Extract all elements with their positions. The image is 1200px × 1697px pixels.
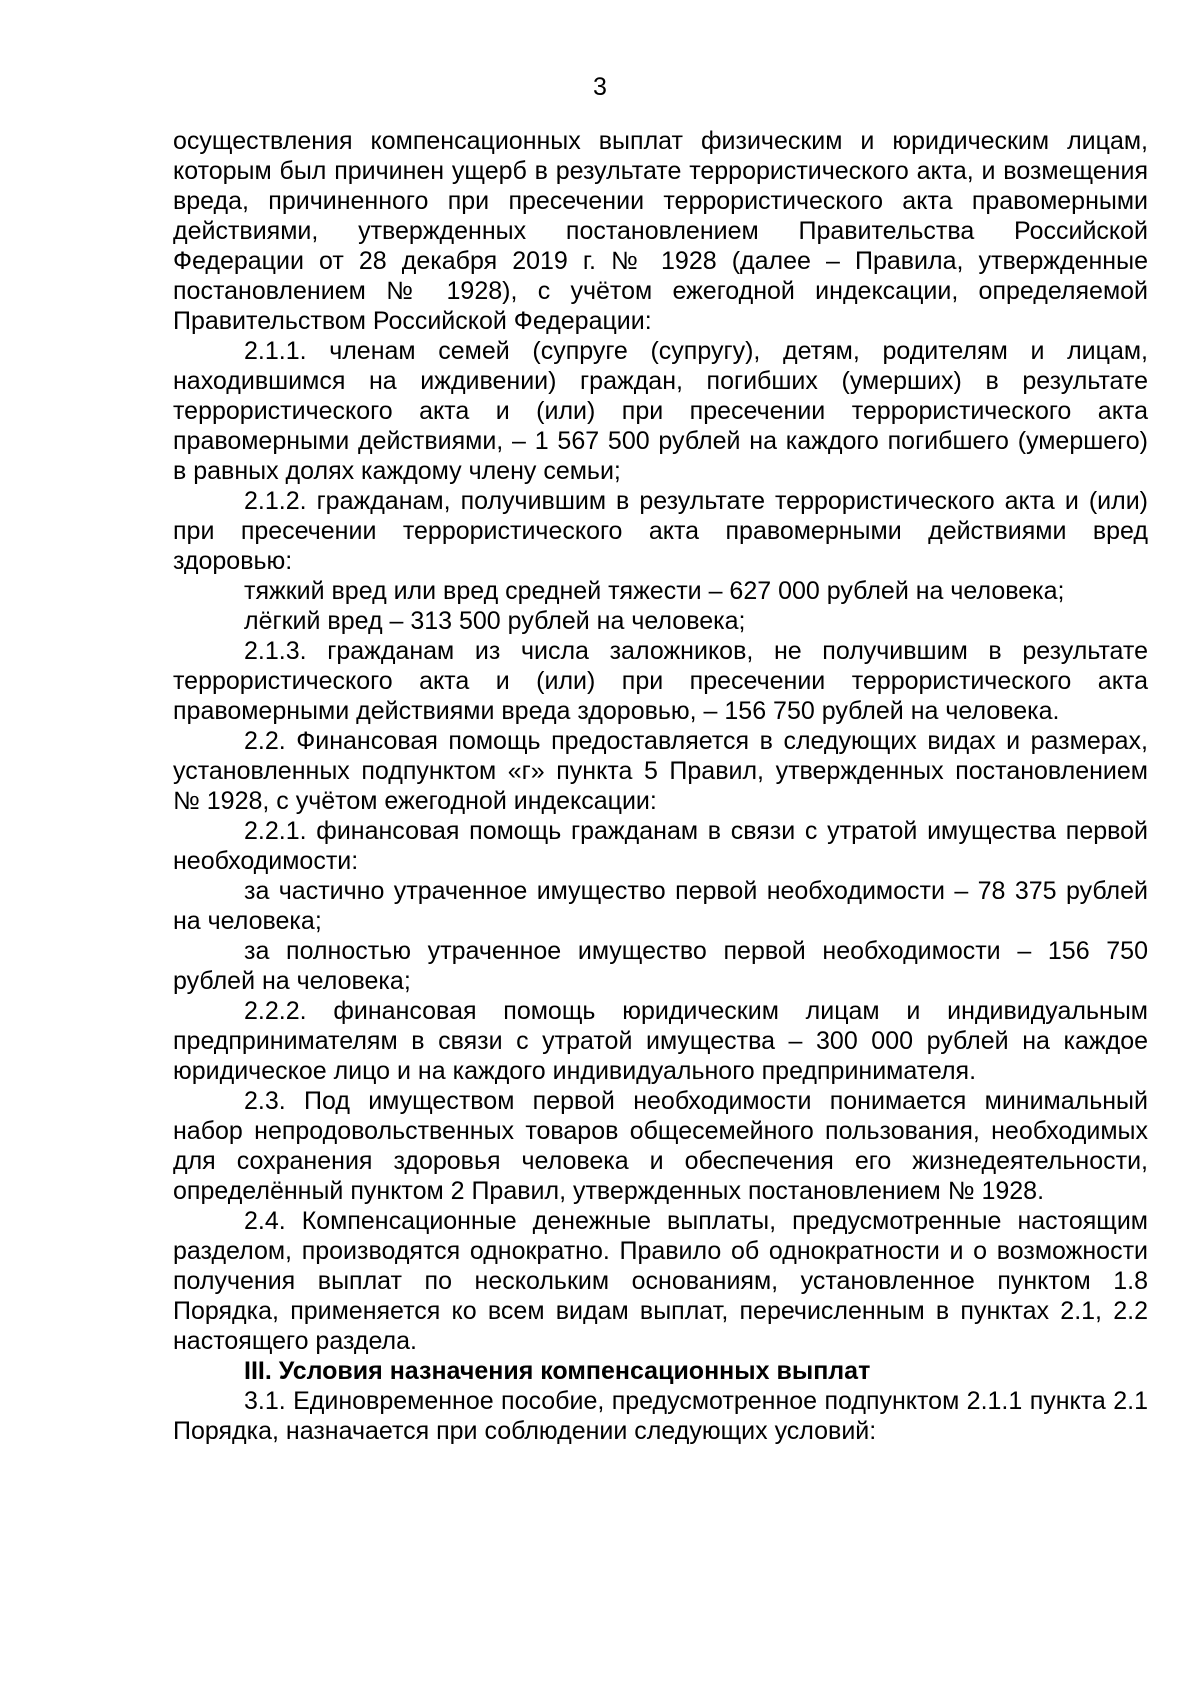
paragraph-continuation: осуществления компенсационных выплат физическим и юридическим лицам, которым был причинен ущерб в результате террористического акта, и возмещения вреда, причиненного при пресечении террористического акта правомерными действиями, утвержденных постановлением Правительства Российской Федерации от 28 декабря 2019 г. № 1928 (далее – Правила, утвержденные постановлением № 1928), с учётом ежегодной индексации, определяемой Правительством Российской Федерации: [173,127,1148,335]
paragraph-2-2-1: 2.2.1. финансовая помощь гражданам в связи с утратой имущества первой необходимости: [173,817,1148,875]
paragraph-2-3: 2.3. Под имуществом первой необходимости понимается минимальный набор непродовольственных товаров общесемейного пользования, необходимых для сохранения здоровья человека и обеспечения его жизнедеятельности, определённый пунктом 2 Правил, утвержденных постановлением № 1928. [173,1087,1148,1205]
paragraph-2-1-3: 2.1.3. гражданам из числа заложников, не получившим в результате террористического акта и (или) при пресечении террористического акта правомерными действиями вреда здоровью, – 156 750 рублей на человека. [173,637,1148,725]
paragraph-severe-harm: тяжкий вред или вред средней тяжести – 627 000 рублей на человека; [244,577,1065,605]
document-body [173,126,1148,1446]
paragraph-3-1: 3.1. Единовременное пособие, предусмотренное подпунктом 2.1.1 пункта 2.1 Порядка, назначается при соблюдении следующих условий: [173,1387,1148,1445]
paragraph-light-harm: лёгкий вред – 313 500 рублей на человека; [244,607,746,635]
paragraph-2-1-2: 2.1.2. гражданам, получившим в результате террористического акта и (или) при пресечении террористического акта правомерными действиями вред здоровью: [173,487,1148,575]
paragraph-partial-loss: за частично утраченное имущество первой необходимости – 78 375 рублей на человека; [173,877,1148,935]
paragraph-2-4: 2.4. Компенсационные денежные выплаты, предусмотренные настоящим разделом, производятся однократно. Правило об однократности и о возможности получения выплат по нескольким основаниям, установленное пунктом 1.8 Порядка, применяется ко всем видам выплат, перечисленным в пунктах 2.1, 2.2 настоящего раздела. [173,1207,1148,1355]
paragraph-full-loss: за полностью утраченное имущество первой необходимости – 156 750 рублей на человека; [173,937,1148,995]
paragraph-2-2-2: 2.2.2. финансовая помощь юридическим лицам и индивидуальным предпринимателям в связи с утратой имущества – 300 000 рублей на каждое юридическое лицо и на каждого индивидуального предпринимателя. [173,997,1148,1085]
section-heading: III. Условия назначения компенсационных выплат [244,1357,871,1385]
paragraph-2-2: 2.2. Финансовая помощь предоставляется в следующих видах и размерах, установленных подпунктом «г» пункта 5 Правил, утвержденных постановлением № 1928, с учётом ежегодной индексации: [173,727,1148,815]
paragraph-2-1-1: 2.1.1. членам семей (супруге (супругу), детям, родителям и лицам, находившимся на иждивении) граждан, погибших (умерших) в результате террористического акта и (или) при пресечении террористического акта правомерными действиями, – 1 567 500 рублей на каждого погибшего (умершего) в равных долях каждому члену семьи; [173,337,1148,485]
page-number: 3 [593,73,607,101]
